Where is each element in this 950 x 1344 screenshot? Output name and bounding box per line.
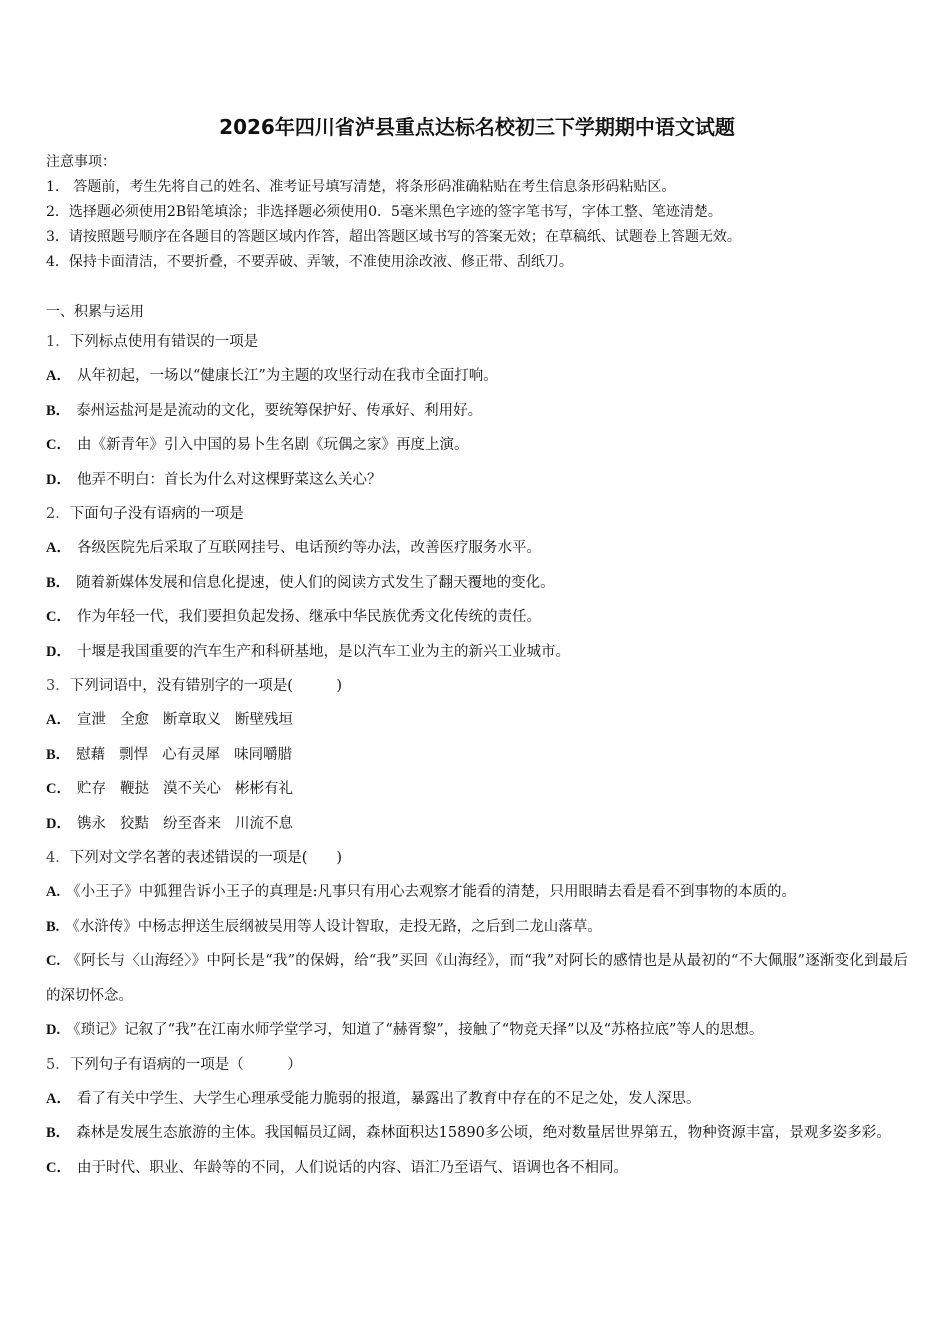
option-word: 断章取义 (162, 712, 221, 728)
option-text: 看了有关中学生、大学生心理承受能力脆弱的报道，暴露出了教育中存在的不足之处，发人深思。 (76, 1090, 701, 1107)
option-text: 《阿长与〈山海经〉》中阿长是“我”的保姆，给“我”买回《山海经》，而“我”对阿长的感情也是从最初的“不大佩服”逐渐变化到最后的深切怀念。 (46, 953, 908, 1004)
answer-option (46, 1013, 908, 1048)
answer-option (46, 1116, 908, 1151)
question-text: 下列句子有语病的一项是（ ） (69, 1056, 302, 1073)
answer-option (46, 738, 908, 773)
option-word: 心有灵犀 (162, 746, 221, 763)
option-label: D． (46, 643, 71, 660)
option-label: D． (46, 471, 71, 488)
question-stem (46, 669, 908, 703)
option-text: 《水浒传》中杨志押送生辰纲被吴用等人设计智取，走投无路，之后到二龙山落草。 (65, 918, 602, 935)
answer-option (46, 600, 908, 635)
option-label: B. (46, 918, 60, 935)
question-text: 下列标点使用有错误的一项是 (69, 334, 259, 350)
option-label: C． (46, 1159, 71, 1176)
exam-page (46, 112, 908, 1185)
option-label: D. (46, 1022, 61, 1038)
option-text: 十堰是我国重要的汽车生产和科研基地，是以汽车工业为主的新兴工业城市。 (76, 643, 570, 660)
notes (46, 150, 908, 275)
option-text: 作为年轻一代，我们要担负起发扬、继承中华民族优秀文化传统的责任。 (76, 609, 541, 625)
note-item: 1. 答题前，考生先将自己的姓名、准考证号填写清楚，将条形码准确粘贴在考生信息条形码粘贴区。 (46, 179, 676, 195)
section-heading: 一、积累与运用 (46, 304, 144, 320)
option-label: C． (46, 437, 71, 453)
question-stem (46, 1048, 908, 1082)
option-word: 纷至沓来 (162, 815, 221, 832)
note-item: 3．请按照题号顺序在各题目的答题区域内作答，超出答题区域书写的答案无效；在草稿纸、试题卷上答题无效。 (46, 229, 741, 245)
note-item: 4．保持卡面清洁，不要折叠，不要弄破、弄皱，不准使用涂改液、修正带、刮纸刀。 (46, 254, 573, 270)
answer-option (46, 703, 908, 738)
option-label: B． (46, 1125, 71, 1141)
option-text: 从年初起，一场以“健康长江”为主题的攻坚行动在我市全面打响。 (76, 368, 498, 384)
option-word: 镌永 (76, 815, 106, 832)
option-label: B． (46, 746, 71, 763)
option-text: 《琐记》记叙了“我”在江南水师学堂学习，知道了“赫胥黎”，接触了“物竞天择”以及“苏格拉底”等人的思想。 (66, 1022, 764, 1038)
note-item: 2．选择题必须使用2B铅笔填涂；非选择题必须使用0．5毫米黑色字迹的签字笔书写，字体工整、笔迹清楚。 (46, 204, 722, 220)
option-label: B． (46, 402, 71, 419)
answer-option (46, 531, 908, 566)
answer-option (46, 910, 908, 945)
page-title: 2026年四川省泸县重点达标名校初三下学期期中语文试题 (219, 115, 735, 139)
option-label: A． (46, 712, 71, 728)
question-text: 下列词语中，没有错别字的一项是( ) (69, 678, 343, 694)
question-stem (46, 841, 908, 875)
option-word: 剽悍 (119, 746, 149, 763)
question-number: 2． (46, 506, 70, 522)
question-stem (46, 497, 908, 531)
option-label: A. (46, 884, 61, 900)
answer-option (46, 1151, 908, 1186)
answer-option (46, 463, 908, 498)
option-word: 宣泄 (76, 712, 106, 728)
questions (46, 325, 908, 1185)
option-word: 彬彬有礼 (234, 781, 293, 797)
option-label: B． (46, 574, 71, 591)
option-label: C． (46, 609, 71, 625)
option-text: 他弄不明白：首长为什么对这棵野菜这么关心？ (76, 471, 382, 488)
option-text: 《小王子》中狐狸告诉小王子的真理是:凡事只有用心去观察才能看的清楚，只用眼睛去看是看不到事物的本质的。 (66, 884, 796, 900)
question-number: 1． (46, 334, 70, 350)
option-text: 各级医院先后采取了互联网挂号、电话预约等办法，改善医疗服务水平。 (76, 540, 541, 556)
question-text: 下面句子没有语病的一项是 (69, 506, 244, 522)
answer-option (46, 772, 908, 807)
question-number: 3． (46, 678, 70, 694)
option-word: 漠不关心 (162, 781, 221, 797)
option-label: A． (46, 368, 71, 384)
option-text: 由于时代、职业、年龄等的不同，人们说话的内容、语汇乃至语气、语调也各不相同。 (76, 1159, 628, 1176)
answer-option (46, 359, 908, 394)
question-number: 5． (46, 1056, 70, 1073)
option-label: C. (46, 953, 61, 969)
option-word: 鞭挞 (119, 781, 149, 797)
option-word: 全愈 (119, 712, 149, 728)
question-stem (46, 325, 908, 359)
notes-heading: 注意事项： (46, 154, 116, 170)
question-text: 下列对文学名著的表述错误的一项是( ) (69, 850, 343, 866)
option-text: 泰州运盐河是是流动的文化，要统筹保护好、传承好、利用好。 (76, 402, 483, 419)
answer-option (46, 428, 908, 463)
option-word: 断壁残垣 (234, 712, 293, 728)
option-word: 川流不息 (234, 815, 293, 832)
answer-option (46, 875, 908, 910)
answer-option (46, 944, 908, 1013)
option-label: D． (46, 815, 71, 832)
option-text: 由《新青年》引入中国的易卜生名剧《玩偶之家》再度上演。 (76, 437, 469, 453)
option-label: A． (46, 1090, 71, 1107)
option-text: 森林是发展生态旅游的主体。我国幅员辽阔，森林面积达15890多公顷，绝对数量居世界第五，物种资源丰富，景观多姿多彩。 (76, 1125, 891, 1141)
option-label: C． (46, 781, 71, 797)
answer-option (46, 1082, 908, 1117)
answer-option (46, 566, 908, 601)
question-number: 4． (46, 850, 70, 866)
answer-option (46, 394, 908, 429)
option-word: 狡黠 (119, 815, 149, 832)
option-word: 贮存 (76, 781, 106, 797)
answer-option (46, 807, 908, 842)
option-word: 味同嚼腊 (234, 746, 293, 763)
option-word: 慰藉 (76, 746, 106, 763)
option-text: 随着新媒体发展和信息化提速，使人们的阅读方式发生了翻天覆地的变化。 (76, 574, 555, 591)
option-label: A． (46, 540, 71, 556)
answer-option (46, 635, 908, 670)
